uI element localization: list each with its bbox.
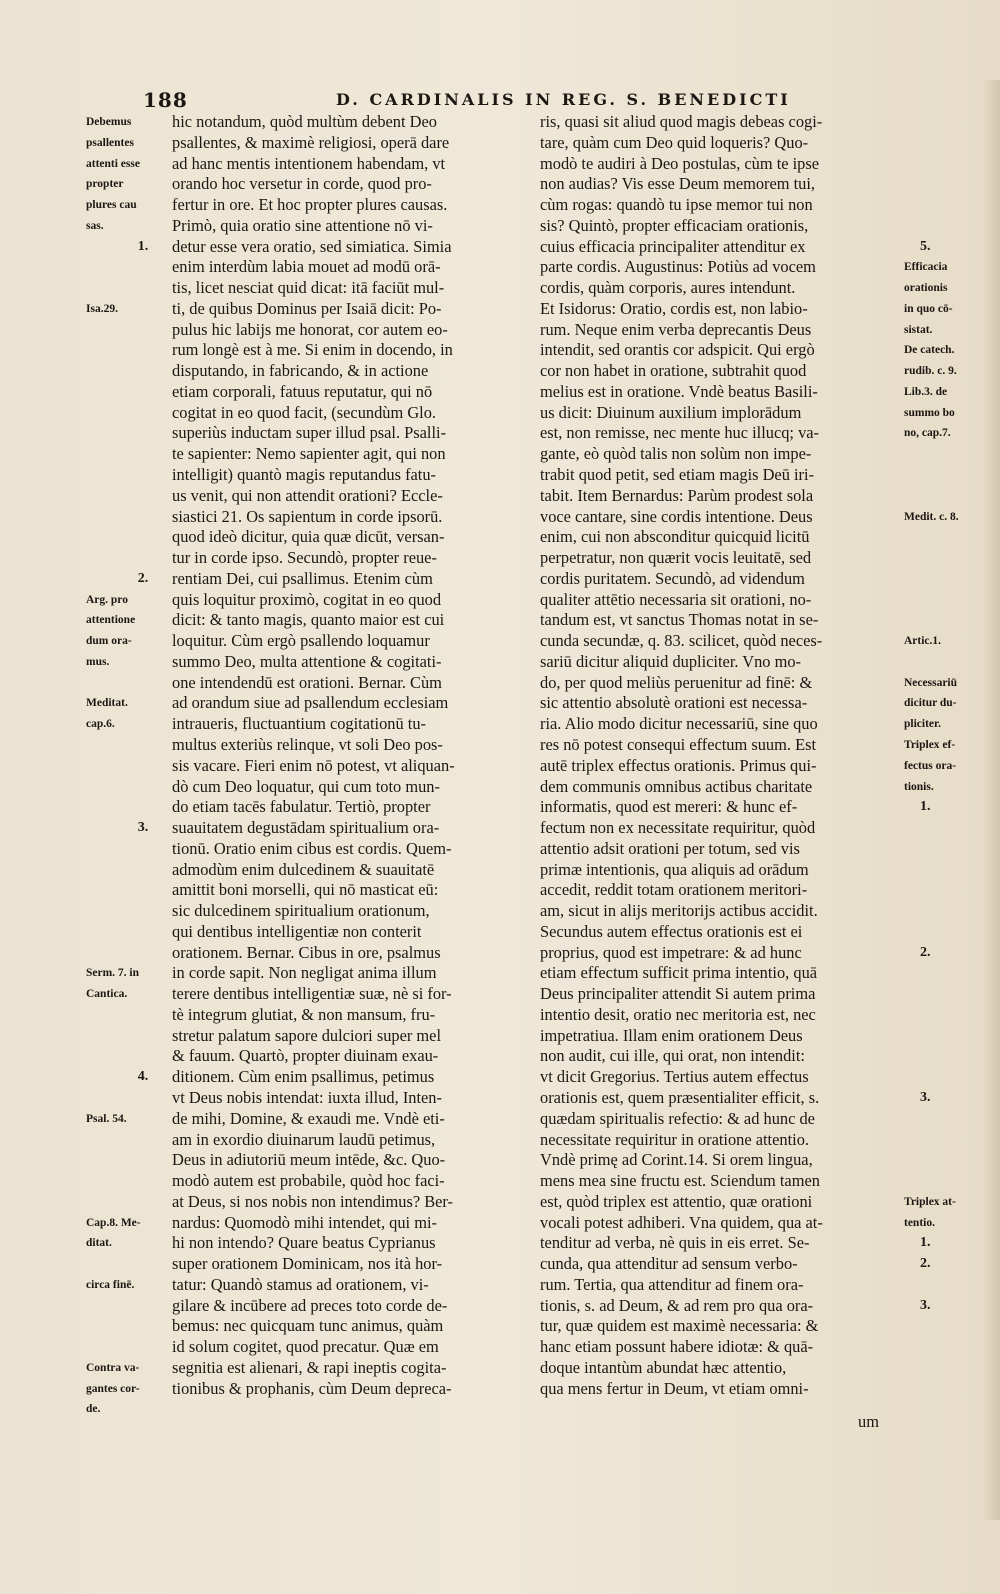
text-line: cùm rogas: quandò tu ipse memor tui non <box>540 195 813 215</box>
text-line: doque intantùm abundat hæc attentio, <box>540 1357 787 1377</box>
text-line: ad hanc mentis intentionem habendam, vt <box>172 153 446 173</box>
text-line: melius est in oratione. Vndè beatus Basili- <box>540 381 818 401</box>
margin-note: ditat. <box>86 1237 112 1250</box>
page-number: 188 <box>143 88 188 112</box>
margin-note: Triplex at- <box>904 1195 956 1208</box>
margin-spacer <box>86 777 170 798</box>
text-line: Primò, quia oratio sine attentione nō vi- <box>172 215 433 235</box>
catchword: um <box>858 1412 879 1431</box>
text-line: tionis, s. ad Deum, & ad rem pro qua ora- <box>540 1295 814 1315</box>
margin-spacer <box>904 1109 996 1130</box>
margin-note: mus. <box>86 655 110 668</box>
text-line: sis vacare. Fieri enim nō potest, vt aliquan- <box>172 755 455 775</box>
text-line: suauitatem degustādam spiritualium ora- <box>172 818 440 838</box>
text-line: in corde sapit. Non negligat anima illum <box>172 963 437 983</box>
margin-note: Cantica. <box>86 988 128 1001</box>
margin-note: attentione <box>86 614 136 627</box>
margin-spacer <box>86 735 170 756</box>
text-line: admodùm enim dulcedinem & suauitatē <box>172 859 435 879</box>
text-line: trabit quod petit, sed etiam magis Deū iri- <box>540 465 815 485</box>
text-line: do etiam tacēs fabulatur. Tertiò, propter <box>172 797 431 817</box>
margin-spacer <box>86 673 170 694</box>
margin-number: 2. <box>920 1256 931 1272</box>
margin-spacer <box>86 1026 170 1047</box>
text-line: tabit. Item Bernardus: Parùm prodest sola <box>540 485 814 505</box>
text-line: impetratiua. Illam enim orationem Deus <box>540 1025 803 1045</box>
margin-note: dicitur du- <box>904 697 957 710</box>
margin-note: gantes cor- <box>86 1382 140 1395</box>
margin-note: Debemus <box>86 116 132 128</box>
margin-spacer <box>904 860 996 881</box>
text-line: vt dicit Gregorius. Tertius autem effectus <box>540 1067 809 1087</box>
text-line: cogitat in eo quod facit, (secundùm Glo. <box>172 402 437 422</box>
text-line: proprius, quod est impetrare: & ad hunc <box>540 942 802 962</box>
margin-spacer <box>904 984 996 1005</box>
text-line: quædam spiritualis refectio: & ad hunc de <box>540 1108 815 1128</box>
text-line: enim, cui non absconditur quicquid licitū <box>540 527 810 547</box>
text-line: quod ideò dicitur, quia quæ dicūt, versan- <box>172 527 445 547</box>
margin-spacer <box>86 756 170 777</box>
text-line: am, sicut in alijs meritorijs actibus accidit. <box>540 901 818 921</box>
margin-note: dum ora- <box>86 635 132 648</box>
text-line: necessitate requiritur in oratione attentio. <box>540 1129 809 1149</box>
text-line: hic notandum, quòd multùm debent Deo <box>172 112 437 131</box>
text-line: tare, quàm cum Deo quid loqueris? Quo- <box>540 132 809 152</box>
margin-spacer <box>904 901 996 922</box>
text-line: Et Isidorus: Oratio, cordis est, non labio- <box>540 298 808 318</box>
margin-spacer <box>904 818 996 839</box>
text-line: tatur: Quandò stamus ad orationem, vi- <box>172 1274 429 1294</box>
text-line: cordis, quàm corporis, aures intendunt. <box>540 278 796 298</box>
text-line: segnitia est alienari, & rapi ineptis cogita- <box>172 1357 447 1377</box>
margin-spacer <box>86 527 170 548</box>
text-line: fectum non ex necessitate requiritur, quòd <box>540 818 816 838</box>
margin-spacer <box>86 922 170 943</box>
margin-spacer <box>904 1171 996 1192</box>
margin-note: fectus ora- <box>904 759 957 772</box>
margin-note: Cap.8. Me- <box>86 1216 141 1229</box>
margin-spacer <box>86 1130 170 1151</box>
margin-spacer <box>86 486 170 507</box>
text-line: res nō potest consequi effectum suum. Est <box>540 734 817 754</box>
margin-note: Efficacia <box>904 261 948 274</box>
margin-spacer <box>904 1067 996 1088</box>
margin-spacer <box>86 1171 170 1192</box>
margin-note: sistat. <box>904 323 933 336</box>
margin-spacer <box>86 1337 170 1358</box>
text-line: dicit: & tanto magis, quanto maior est cui <box>172 610 445 630</box>
margin-note: de. <box>86 1403 101 1416</box>
text-line: tur, quæ quidem est maximè necessaria: & <box>540 1316 819 1336</box>
margin-note: no, cap.7. <box>904 427 951 440</box>
text-line: ti, de quibus Dominus per Isaiā dicit: Po- <box>172 298 442 318</box>
margin-spacer <box>86 860 170 881</box>
margin-spacer <box>86 257 170 278</box>
margin-spacer <box>904 1130 996 1151</box>
margin-spacer <box>86 839 170 860</box>
text-line: one intendendū est orationi. Bernar. Cùm <box>172 672 442 692</box>
margin-number: 3. <box>920 1089 931 1105</box>
text-line: Vndè primę ad Corint.14. Si orem lingua, <box>540 1150 813 1170</box>
margin-note: tionis. <box>904 780 934 793</box>
text-line: rum. Tertia, qua attenditur ad finem ora- <box>540 1274 804 1294</box>
text-line: Secundus autem effectus orationis est ei <box>540 921 803 941</box>
text-line: tis, licet nesciat quid dicat: itā faciūt mul- <box>172 278 445 298</box>
text-line: intentio desit, oratio nec meritoria est, nec <box>540 1004 816 1024</box>
margin-spacer <box>86 1150 170 1171</box>
margin-note: Isa.29. <box>86 302 118 315</box>
margin-spacer <box>904 610 996 631</box>
text-line: intraueris, fluctuantium cogitationū tu- <box>172 714 426 734</box>
text-line: Deus principaliter attendit Si autem prima <box>540 984 816 1004</box>
text-line: tenditur ad verba, nè quis in eis erret. Se- <box>540 1233 810 1253</box>
text-line: etiam effectum sufficit prima intentio, quā <box>540 963 818 983</box>
text-line: non audias? Vis esse Deum memorem tui, <box>540 174 816 194</box>
margin-note: plures cau <box>86 199 137 212</box>
margin-note: in quo cō- <box>904 302 953 315</box>
text-line: te sapienter: Nemo sapienter agit, qui non <box>172 444 446 464</box>
margin-number: 2. <box>137 570 149 586</box>
text-line: super orationem Dominicam, nos ità hor- <box>172 1254 443 1274</box>
text-line: autē triplex effectus orationis. Primus qui- <box>540 755 817 775</box>
text-line: est, quòd triplex est attentio, quæ orationi <box>540 1191 813 1211</box>
text-line: loquitur. Cùm ergò psallendo loquamur <box>172 631 430 651</box>
margin-number: 3. <box>920 1297 931 1313</box>
text-line: cuius efficacia principaliter attenditur ex <box>540 236 806 256</box>
text-line: intendit, sed orantis cor adspicit. Qui ergò <box>540 340 815 360</box>
margin-spacer <box>86 880 170 901</box>
margin-number: 1. <box>137 238 149 254</box>
margin-note: attenti esse <box>86 157 140 170</box>
text-line: tionū. Oratio enim cibus est cordis. Quem- <box>172 838 452 858</box>
text-line: cor non habet in oratione, subtrahit quod <box>540 361 807 381</box>
text-line: sic dulcedinem spiritualium orationum, <box>172 901 430 921</box>
margin-number: 4. <box>137 1069 149 1085</box>
margin-note: propter <box>86 178 124 191</box>
margin-spacer <box>904 922 996 943</box>
margin-spacer <box>904 1275 996 1296</box>
text-line: non audit, cui ille, qui orat, non intendit: <box>540 1046 805 1066</box>
margin-note: cap.6. <box>86 718 115 731</box>
text-line: fertur in ore. Et hoc propter plures causas. <box>172 195 448 215</box>
left-text-column <box>172 112 530 1399</box>
margin-note: Meditat. <box>86 697 128 710</box>
text-line: multus exteriùs relinque, vt soli Deo pos- <box>172 734 443 754</box>
text-line: at Deus, si nos nobis non intendimus? Ber- <box>172 1191 454 1211</box>
margin-spacer <box>86 1046 170 1067</box>
margin-spacer <box>86 1088 170 1109</box>
text-line: vt Deus nobis intendat: iuxta illud, Inten- <box>172 1087 442 1107</box>
text-line: informatis, quod est mereri: & hunc ef- <box>540 797 798 817</box>
text-line: amittit boni morselli, qui nō masticat eū: <box>172 880 439 900</box>
margin-note: Serm. 7. in <box>86 967 140 980</box>
margin-spacer <box>904 548 996 569</box>
margin-spacer <box>904 195 996 216</box>
margin-spacer <box>904 527 996 548</box>
text-line: rentiam Dei, cui psallimus. Etenim cùm <box>172 568 433 588</box>
text-line: ad orandum siue ad psallendum ecclesiam <box>172 693 449 713</box>
margin-spacer <box>904 963 996 984</box>
margin-spacer <box>904 569 996 590</box>
margin-number: 1. <box>920 1235 931 1251</box>
text-line: hi non intendo? Quare beatus Cyprianus <box>172 1233 436 1253</box>
margin-spacer <box>86 1005 170 1026</box>
text-line: us dicit: Diuinum auxilium implorādum <box>540 402 802 422</box>
text-line: voce cantare, sine cordis intentione. Deus <box>540 506 813 526</box>
text-line: orando hoc versetur in corde, quod pro- <box>172 174 432 194</box>
margin-number: 5. <box>920 238 931 254</box>
margin-spacer <box>86 382 170 403</box>
text-line: detur esse vera oratio, sed simiatica. Simia <box>172 236 452 256</box>
text-line: hanc etiam possunt habere idiotæ: & quā- <box>540 1337 814 1357</box>
text-line: tionibus & prophanis, cùm Deum depreca- <box>172 1378 452 1398</box>
margin-note: sas. <box>86 219 104 232</box>
right-text-column <box>540 112 900 1399</box>
text-line: terere dentibus intelligentiæ suæ, nè si for- <box>172 984 452 1004</box>
text-line: orationem. Bernar. Cibus in ore, psalmus <box>172 942 441 962</box>
margin-spacer <box>86 797 170 818</box>
margin-note: tentio. <box>904 1216 935 1229</box>
running-title: D. CARDINALIS IN REG. S. BENEDICTI <box>336 90 791 109</box>
margin-spacer <box>904 486 996 507</box>
text-line: dem communis omnibus actibus charitate <box>540 776 813 796</box>
margin-spacer <box>904 1005 996 1026</box>
margin-number: 2. <box>920 944 931 960</box>
text-line: Deus in adiutoriū meum intēde, &c. Quo- <box>172 1150 446 1170</box>
margin-spacer <box>86 340 170 361</box>
margin-note: Psal. 54. <box>86 1112 127 1125</box>
margin-spacer <box>904 444 996 465</box>
text-line: orationis est, quem præsentialiter efficit, s. <box>540 1087 820 1107</box>
margin-spacer <box>904 1150 996 1171</box>
text-line: rum. Neque enim verba deprecantis Deus <box>540 319 812 339</box>
text-line: etiam corporali, fatuus reputatur, qui nō <box>172 381 433 401</box>
margin-spacer <box>904 465 996 486</box>
text-line: tur in corde ipso. Secundò, propter reue- <box>172 548 437 568</box>
margin-spacer <box>86 943 170 964</box>
margin-spacer <box>86 423 170 444</box>
margin-spacer <box>904 652 996 673</box>
margin-note: pliciter. <box>904 718 941 731</box>
margin-spacer <box>86 1316 170 1337</box>
text-line: stretur palatum sapore dulciori super mel <box>172 1025 441 1045</box>
margin-note: Lib.3. de <box>904 385 948 398</box>
text-line: id solum cogitet, quod precatur. Quæ em <box>172 1337 439 1357</box>
text-line: gilare & incūbere ad preces toto corde de- <box>172 1295 448 1315</box>
text-line: sis? Quintò, propter efficaciam orationis, <box>540 215 809 235</box>
text-line: modò te audiri à Deo postulas, cùm te ipse <box>540 153 820 173</box>
text-line: mens mea sine fructu est. Sciendum tamen <box>540 1171 820 1191</box>
margin-spacer <box>904 112 996 133</box>
text-line: gante, eò quòd talis non solùm non impe- <box>540 444 812 464</box>
text-line: tè integrum glutiat, & non mansum, fru- <box>172 1004 436 1024</box>
right-margin-notes <box>904 112 996 1316</box>
margin-spacer <box>86 444 170 465</box>
margin-note: rudib. c. 9. <box>904 365 957 378</box>
text-line: sariū dicitur aliquid dupliciter. Vno mo- <box>540 651 801 671</box>
text-line: est, non remisse, nec mente huc illucq; va- <box>540 423 820 443</box>
margin-note: Triplex ef- <box>904 738 956 751</box>
margin-spacer <box>904 216 996 237</box>
margin-spacer <box>86 507 170 528</box>
text-line: siastici 21. Os sapientum in corde ipsorū. <box>172 506 443 526</box>
margin-spacer <box>86 1254 170 1275</box>
margin-spacer <box>904 154 996 175</box>
margin-number: 3. <box>137 820 149 836</box>
text-line: intelligit) quantò magis reputandus fatu- <box>172 465 437 485</box>
margin-note: Medit. c. 8. <box>904 510 959 523</box>
text-line: qui dentibus intelligentiæ non conterit <box>172 921 422 941</box>
margin-note: Artic.1. <box>904 635 942 648</box>
text-line: rum longè est à me. Si enim in docendo, in <box>172 340 453 360</box>
text-line: tandum est, vt sanctus Thomas notat in se- <box>540 610 819 630</box>
text-line: ris, quasi sit aliud quod magis debeas cogi- <box>540 112 823 131</box>
text-line: qua mens fertur in Deum, vt etiam omni- <box>540 1378 809 1398</box>
margin-spacer <box>86 361 170 382</box>
margin-note: Necessariū <box>904 676 958 689</box>
text-line: & fauum. Quartò, propter diuinam exau- <box>172 1046 439 1066</box>
text-line: bemus: nec quicquam tunc animus, quàm <box>172 1316 444 1336</box>
text-line: modò autem est probabile, quòd hoc faci- <box>172 1171 445 1191</box>
margin-note: psallentes <box>86 136 134 149</box>
margin-spacer <box>86 320 170 341</box>
text-line: pulus hic labijs me honorat, cor autem eo- <box>172 319 448 339</box>
margin-number: 1. <box>920 799 931 815</box>
margin-note: summo bo <box>904 406 955 419</box>
margin-spacer <box>86 1192 170 1213</box>
text-line: dò cum Deo loquatur, qui cum toto mun- <box>172 776 440 796</box>
margin-spacer <box>86 403 170 424</box>
text-line: parte cordis. Augustinus: Potiùs ad vocem <box>540 257 816 277</box>
margin-note: orationis <box>904 282 948 295</box>
margin-spacer <box>904 1026 996 1047</box>
text-line: psallentes, & maximè religiosi, operā dare <box>172 132 450 152</box>
text-line: quis loquitur proximò, cogitat in eo quod <box>172 589 442 609</box>
text-line: ditionem. Cùm enim psallimus, petimus <box>172 1067 435 1087</box>
text-line: sic attentio absolutè orationi est necessa- <box>540 693 808 713</box>
text-line: primæ intentionis, qua aliquis ad orādum <box>540 859 809 879</box>
margin-note: Contra va- <box>86 1361 140 1374</box>
text-line: summo Deo, multa attentione & cogitati- <box>172 651 442 671</box>
text-line: disputando, in fabricando, & in actione <box>172 361 429 381</box>
text-line: perpetratur, non quærit vocis leuitatē, sed <box>540 548 812 568</box>
text-line: qualiter attētio necessaria sit orationi, no- <box>540 589 812 609</box>
margin-spacer <box>86 465 170 486</box>
margin-note: De catech. <box>904 344 955 357</box>
text-line: vocali potest adhiberi. Vna quidem, qua at- <box>540 1212 823 1232</box>
margin-note: circa finē. <box>86 1278 135 1291</box>
text-line: do, per quod meliùs peruenitur ad finē: & <box>540 672 813 692</box>
text-line: cunda secundæ, q. 83. scilicet, quòd neces- <box>540 631 823 651</box>
margin-spacer <box>86 548 170 569</box>
margin-spacer <box>86 1296 170 1317</box>
margin-spacer <box>904 839 996 860</box>
margin-spacer <box>904 590 996 611</box>
margin-spacer <box>86 901 170 922</box>
text-line: cunda, qua attenditur ad sensum verbo- <box>540 1254 798 1274</box>
margin-spacer <box>86 278 170 299</box>
text-line: cordis puritatem. Secundò, ad videndum <box>540 568 805 588</box>
text-line: us venit, qui non attendit orationi? Eccle- <box>172 485 443 505</box>
margin-spacer <box>904 133 996 154</box>
text-line: de mihi, Domine, & exaudi me. Vndè eti- <box>172 1108 445 1128</box>
text-line: am in exordio diuinarum laudū petimus, <box>172 1129 436 1149</box>
text-line: enim interdùm labia mouet ad modū orā- <box>172 257 441 277</box>
text-line: superiùs inductam super illud psal. Psalli- <box>172 423 447 443</box>
margin-note: Arg. pro <box>86 593 128 606</box>
margin-spacer <box>904 880 996 901</box>
left-margin-notes <box>86 112 170 1420</box>
text-line: nardus: Quomodò mihi intendet, qui mi- <box>172 1212 437 1232</box>
text-line: attentio adsit orationi per totum, sed vis <box>540 838 800 858</box>
margin-spacer <box>904 174 996 195</box>
margin-spacer <box>904 1046 996 1067</box>
text-line: ria. Alio modo dicitur necessariū, sine quo <box>540 714 818 734</box>
text-line: accedit, reddit totam orationem meritori- <box>540 880 808 900</box>
